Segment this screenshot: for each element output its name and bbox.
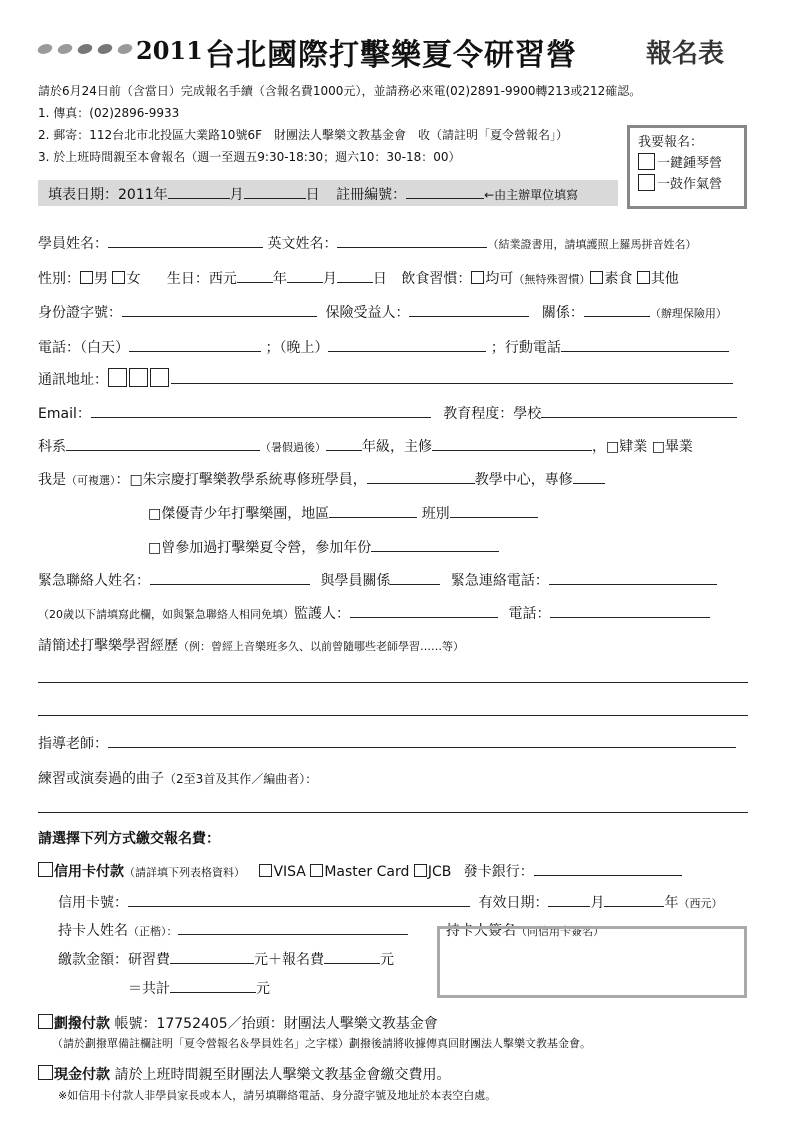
relation-input[interactable] <box>584 303 650 317</box>
fee-input[interactable] <box>324 950 380 964</box>
holder-input[interactable] <box>178 921 408 935</box>
row-amount: 繳款金額：研習費 元＋報名費 元 <box>58 952 394 968</box>
zip-box[interactable] <box>150 368 169 387</box>
row-experience: 請簡述打擊樂學習經歷（例：曾經上音樂班多久、以前曾隨哪些老師學習……等） <box>38 638 464 654</box>
address-input[interactable] <box>171 370 733 384</box>
female-checkbox[interactable] <box>112 271 125 284</box>
attended-year-input[interactable] <box>371 538 499 552</box>
payment-title: 請選擇下列方式繳交報名費： <box>38 831 220 847</box>
register-box <box>627 125 747 209</box>
beneficiary-input[interactable] <box>409 303 529 317</box>
row-id: 身份證字號： 保險受益人： 關係： （辦理保險用） <box>38 305 727 321</box>
pieces-line[interactable] <box>38 812 748 813</box>
jcb-checkbox[interactable] <box>414 864 427 877</box>
guardian-input[interactable] <box>350 604 498 618</box>
total-input[interactable] <box>170 979 256 993</box>
department-input[interactable] <box>66 437 260 451</box>
issuer-input[interactable] <box>534 862 682 876</box>
row-total: ＝共計 元 <box>128 981 270 997</box>
date-day-input[interactable] <box>244 185 306 199</box>
english-name-input[interactable] <box>337 234 487 248</box>
transfer-checkbox[interactable] <box>38 1014 53 1029</box>
card-no-input[interactable] <box>128 893 470 907</box>
diet-veg-checkbox[interactable] <box>590 271 603 284</box>
checkbox[interactable] <box>638 174 655 191</box>
reg-no-input[interactable] <box>406 185 484 199</box>
male-checkbox[interactable] <box>80 271 93 284</box>
signature-label: 持卡人簽名（同信用卡簽名） <box>446 923 604 939</box>
date-bar: 填表日期：2011年 月 日 註冊編號： ←由主辦單位填寫 <box>38 180 618 206</box>
row-card-no: 信用卡號： 有效日期： 月 年（西元） <box>58 895 723 911</box>
visa-checkbox[interactable] <box>259 864 272 877</box>
register-option-2[interactable]: 一鼓作氣營 <box>638 174 736 195</box>
row-emergency: 緊急聯絡人姓名： 與學員關係 緊急連絡電話： <box>38 570 717 590</box>
footnote: ※如信用卡付款人非學員家長或本人，請另填聯絡電話、身分證字號及地址於本表空白處。 <box>58 1089 497 1102</box>
row-gender: 性別： 男 女 生日：西元 年 月 日 飲食習慣： 均可（無特殊習慣） 素食 其他 <box>38 271 679 287</box>
experience-line-2[interactable] <box>38 715 748 716</box>
register-box-title: 我要報名： <box>638 135 704 150</box>
specialty-input[interactable] <box>573 470 605 484</box>
phone-day-input[interactable] <box>129 338 261 352</box>
row-name: 學員姓名： 英文姓名： （結業證書用，請填護照上羅馬拼音姓名） <box>38 236 697 252</box>
birth-month-input[interactable] <box>287 269 323 283</box>
id-input[interactable] <box>122 303 317 317</box>
email-input[interactable] <box>91 404 431 418</box>
row-guardian: （20歲以下請填寫此欄，如與緊急聯絡人相同免填）監護人： 電話： <box>38 603 710 623</box>
row-credit: 信用卡付款（請詳填下列表格資料） VISA Master Card JCB 發卡銀行： <box>38 861 682 881</box>
page-subtitle: 報名表 <box>646 39 725 69</box>
diet-other-checkbox[interactable] <box>637 271 650 284</box>
diet-any-checkbox[interactable] <box>471 271 484 284</box>
teacher-input[interactable] <box>108 734 736 748</box>
zip-box[interactable] <box>108 368 127 387</box>
experience-line-1[interactable] <box>38 682 748 683</box>
instruction-line4: 3. 於上班時間親至本會報名（週一至週五9:30-18:30；週六10：30-18：00） <box>38 150 461 164</box>
instruction-line2: 1. 傳真：(02)2896-9933 <box>38 106 180 120</box>
emergency-relation-input[interactable] <box>390 571 440 585</box>
row-teacher: 指導老師： <box>38 733 736 753</box>
class-input[interactable] <box>450 504 538 518</box>
row-iam-2: □傑優青少年打擊樂團，地區 班別 <box>148 503 538 523</box>
row-email: Email： 教育程度：學校 <box>38 403 737 423</box>
grade-input[interactable] <box>326 437 362 451</box>
student-name-input[interactable] <box>108 234 263 248</box>
mobile-input[interactable] <box>561 338 729 352</box>
row-iam-3: □曾參加過打擊樂夏令營，參加年份 <box>148 537 499 557</box>
master-checkbox[interactable] <box>310 864 323 877</box>
page-title: 台北國際打擊樂夏令研習營 <box>205 38 577 73</box>
cash-checkbox[interactable] <box>38 1065 53 1080</box>
zip-box[interactable] <box>129 368 148 387</box>
phone-night-input[interactable] <box>328 338 486 352</box>
school-input[interactable] <box>541 404 737 418</box>
signature-box[interactable] <box>437 926 747 998</box>
instruction-line3: 2. 郵寄：112台北市北投區大業路10號6F 財團法人擊樂文教基金會 收（請註明「夏令營報名」） <box>38 128 568 142</box>
guardian-phone-input[interactable] <box>550 604 710 618</box>
transfer-note: （請於劃撥單備註欄註明「夏令營報名＆學員姓名」之字樣）劃撥後請將收據傳真回財團法人擊樂文教基金會。 <box>52 1037 591 1050</box>
register-option-1[interactable]: 一鍵鍾琴營 <box>638 153 736 174</box>
expiry-year-input[interactable] <box>604 893 664 907</box>
instruction-line1: 請於6月24日前（含當日）完成報名手續（含報名費1000元），並請務必來電(02)2891-9900轉213或212確認。 <box>38 84 642 98</box>
row-pieces: 練習或演奏過的曲子（2至3首及其作／編曲者）： <box>38 771 318 787</box>
row-address: 通訊地址： <box>38 368 733 389</box>
row-phone: 電話：（白天） ；（晚上） ；行動電話 <box>38 337 729 357</box>
emergency-name-input[interactable] <box>150 571 310 585</box>
row-iam: 我是（可複選）：□朱宗慶打擊樂教學系統專修班學員， 教學中心，專修 <box>38 469 605 489</box>
row-cash: 現金付款 請於上班時間親至財團法人擊樂文教基金會繳交費用。 <box>38 1064 450 1084</box>
expiry-month-input[interactable] <box>548 893 590 907</box>
checkbox[interactable] <box>638 153 655 170</box>
birth-year-input[interactable] <box>237 269 273 283</box>
birth-day-input[interactable] <box>337 269 373 283</box>
row-holder: 持卡人姓名（正楷）： <box>58 920 408 940</box>
region-input[interactable] <box>329 504 417 518</box>
emergency-phone-input[interactable] <box>549 571 717 585</box>
row-department: 科系 （暑假過後） 年級，主修 ，□肄業 □畢業 <box>38 439 693 455</box>
row-transfer: 劃撥付款 帳號：17752405／抬頭：財團法人擊樂文教基金會 <box>38 1013 438 1033</box>
header-year: 2011 <box>136 36 203 65</box>
date-month-input[interactable] <box>168 185 230 199</box>
tuition-input[interactable] <box>170 950 254 964</box>
decorative-dots <box>38 44 132 54</box>
major-input[interactable] <box>432 437 592 451</box>
center-input[interactable] <box>367 470 475 484</box>
credit-checkbox[interactable] <box>38 862 53 877</box>
